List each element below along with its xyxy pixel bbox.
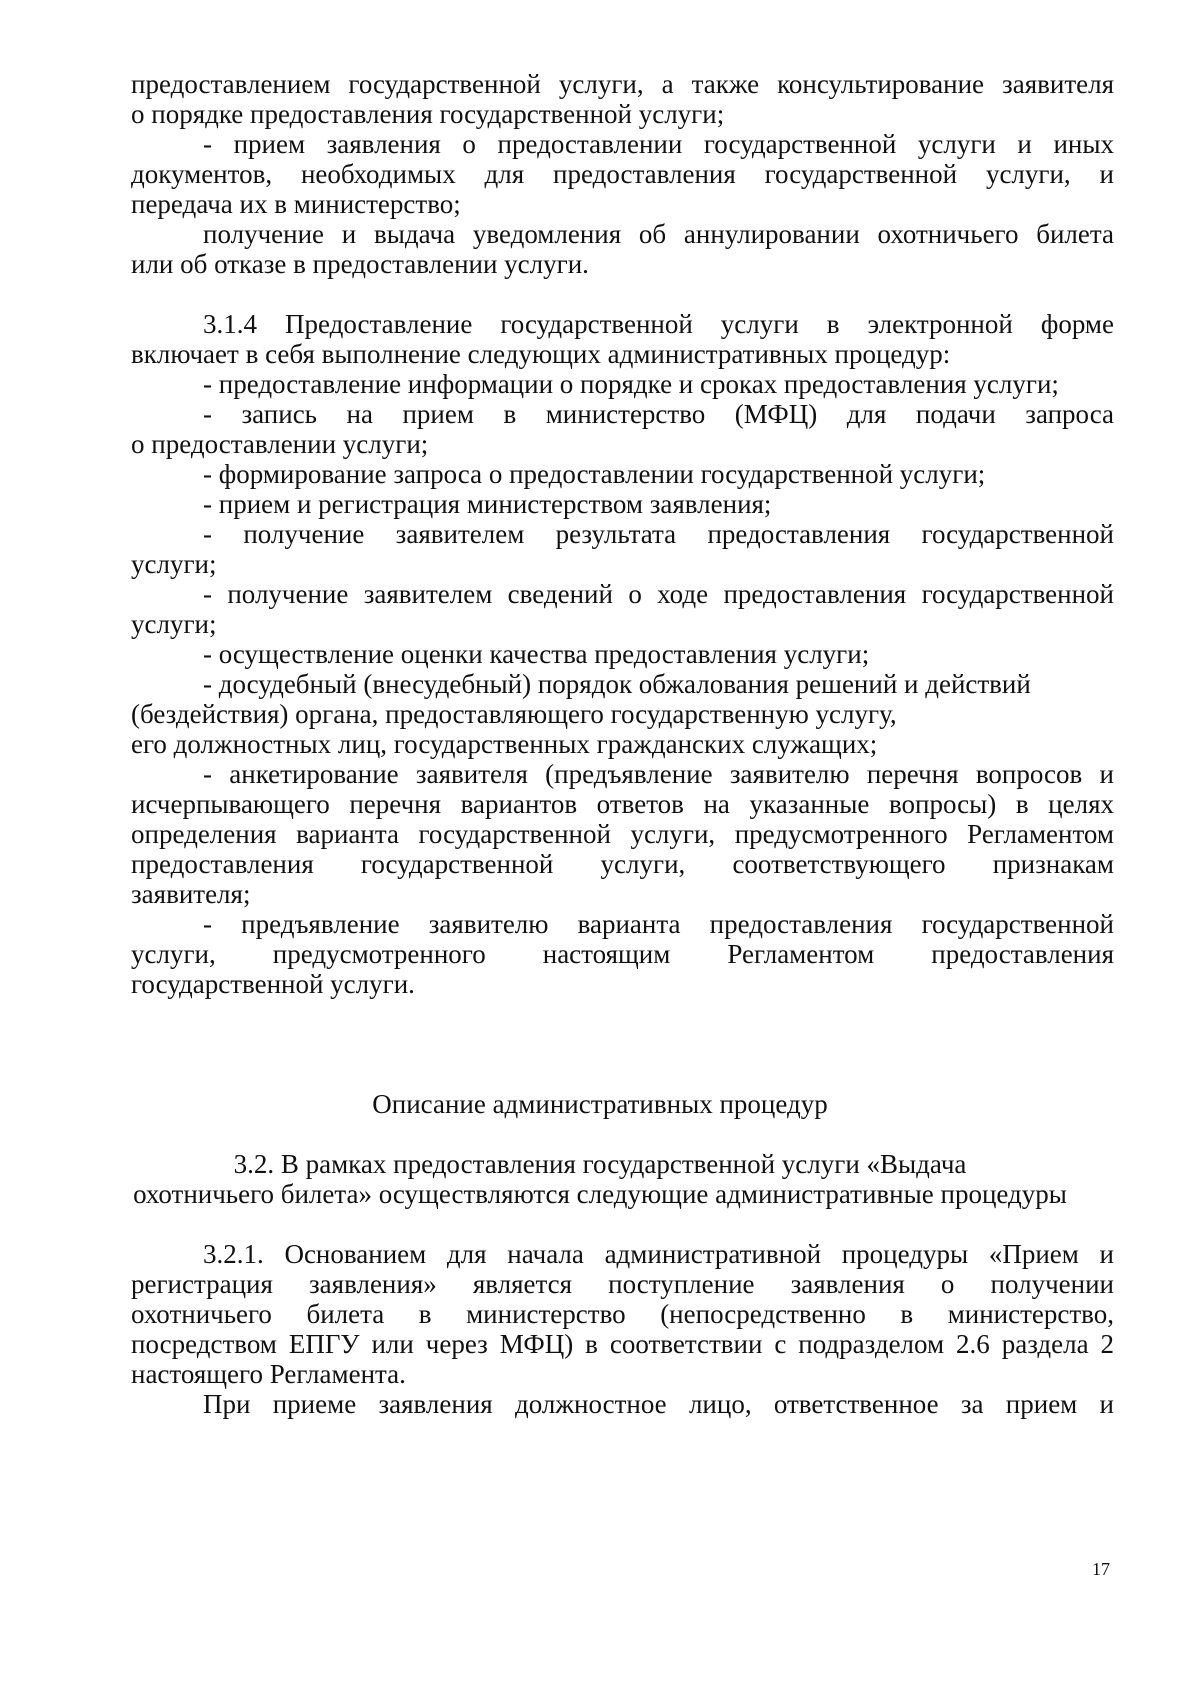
section-heading: Описание административных процедур: [372, 1089, 828, 1119]
list-item: - получение заявителем сведений о ходе предоставления государственной: [203, 579, 1114, 609]
section-3-2-1-heading: 3.2.1. Основанием для начала административной процедуры «Прием и: [203, 1239, 1114, 1269]
list-item: - анкетирование заявителя (предъявление заявителю перечня вопросов и: [203, 759, 1114, 789]
text-line: охотничьего билета в министерство (непосредственно в министерство,: [131, 1299, 1114, 1329]
text-line: его должностных лиц, государственных гражданских служащих;: [131, 729, 878, 759]
text-line: государственной услуги.: [131, 969, 415, 999]
list-item: - осуществление оценки качества предоставления услуги;: [203, 639, 870, 669]
text-line: предоставлением государственной услуги, а также консультирование заявителя: [131, 69, 1114, 99]
text-line: о порядке предоставления государственной услуги;: [131, 99, 725, 129]
text-line: исчерпывающего перечня вариантов ответов на указанные вопросы) в целях: [131, 789, 1114, 819]
text-line: услуги, предусмотренного настоящим Регламентом предоставления: [131, 939, 1114, 969]
list-item: - запись на прием в министерство (МФЦ) для подачи запроса: [203, 399, 1114, 429]
list-item: - прием и регистрация министерством заявления;: [203, 489, 772, 519]
text-line: услуги;: [131, 609, 217, 639]
list-item: - получение заявителем результата предоставления государственной: [203, 519, 1114, 549]
text-line: посредством ЕПГУ или через МФЦ) в соответствии с подразделом 2.6 раздела 2: [131, 1329, 1114, 1359]
list-item: - предоставление информации о порядке и сроках предоставления услуги;: [203, 369, 1059, 399]
section-3-2-heading: 3.2. В рамках предоставления государственной услуги «Выдача: [233, 1149, 967, 1179]
text-line: настоящего Регламента.: [131, 1359, 406, 1389]
text-line: включает в себя выполнение следующих административных процедур:: [131, 339, 951, 369]
text-line: определения варианта государственной услуги, предусмотренного Регламентом: [131, 819, 1114, 849]
text-line: При приеме заявления должностное лицо, ответственное за прием и: [203, 1389, 1114, 1419]
text-line: о предоставлении услуги;: [131, 429, 429, 459]
section-3-2-heading-cont: охотничьего билета» осуществляются следующие административные процедуры: [133, 1179, 1067, 1209]
text-line: или об отказе в предоставлении услуги.: [131, 249, 589, 279]
list-item: - досудебный (внесудебный) порядок обжалования решений и действий: [203, 669, 1031, 699]
text-line: - прием заявления о предоставлении государственной услуги и иных: [203, 129, 1114, 159]
text-line: услуги;: [131, 549, 217, 579]
text-line: (бездействия) органа, предоставляющего государственную услугу,: [131, 699, 897, 729]
text-line: предоставления государственной услуги, соответствующего признакам: [131, 849, 1114, 879]
page-number: 17: [1092, 1559, 1110, 1579]
text-line: заявителя;: [131, 879, 251, 909]
text-line: передача их в министерство;: [131, 189, 461, 219]
section-3-1-4-heading: 3.1.4 Предоставление государственной услуги в электронной форме: [203, 309, 1114, 339]
text-line: документов, необходимых для предоставления государственной услуги, и: [131, 159, 1114, 189]
list-item: - формирование запроса о предоставлении государственной услуги;: [203, 459, 986, 489]
text-line: получение и выдача уведомления об аннулировании охотничьего билета: [203, 219, 1114, 249]
text-line: регистрация заявления» является поступление заявления о получении: [131, 1269, 1114, 1299]
list-item: - предъявление заявителю варианта предоставления государственной: [203, 909, 1114, 939]
